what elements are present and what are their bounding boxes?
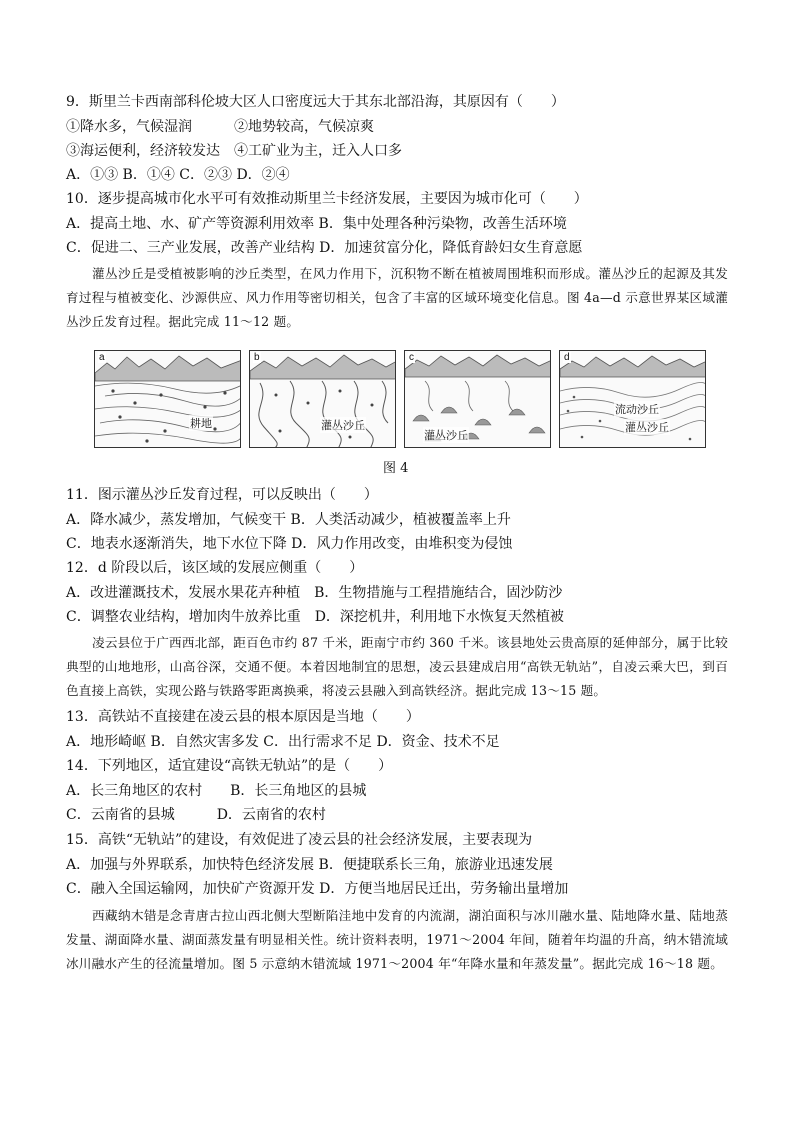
q12-choices-cd: C．调整农业结构，增加肉牛放养比重 D．深挖机井，利用地下水恢复天然植被 [66,609,564,625]
q14-choices-cd: C．云南省的县城 D．云南省的农村 [66,807,326,823]
panel-d-letter: d [564,352,570,363]
panel-b-illustration [250,351,396,448]
q14-choices-ab: A．长三角地区的农村 B．长三角地区的县城 [66,783,367,799]
q13-choices: A．地形崎岖 B．自然灾害多发 C．出行需求不足 D．资金、技术不足 [66,734,500,750]
passage-lingyun: 凌云县位于广西西北部，距百色市约 87 千米，距南宁市约 360 千米。该县地处云贵高原的延伸部分，属于比较典型的山地地形，山高谷深，交通不便。本着因地制宜的思想，凌云县建成启用“高铁无轨站”，自凌云乘大巴，到百色直接上高铁，实现公路与铁路零距离换乘，将凌云县融入到高铁经济。据此完成 13～15 题。 [66,635,728,698]
q9-choices: A．①③ B．①④ C．②③ D．②④ [66,167,290,183]
q12-stem: 12．d 阶段以后，该区域的发展应侧重（ ） [66,560,364,576]
q15-choices-cd: C．融入全国运输网，加快矿产资源开发 D．方便当地居民迁出，劳务输出量增加 [66,881,569,897]
q11-choices-cd: C．地表水逐渐消失，地下水位下降 D．风力作用改变，由堆积变为侵蚀 [66,536,513,552]
figure-4 [94,350,706,448]
panel-b-label-shrub-dune: 灌丛沙丘 [320,417,366,433]
panel-c-letter: c [409,352,414,363]
panel-b-letter: b [254,352,260,363]
q13-stem: 13．高铁站不直接建在凌云县的根本原因是当地（ ） [66,709,420,725]
panel-d-label-shrub-dune: 灌丛沙丘 [624,419,670,435]
q15-stem: 15．高铁“无轨站”的建设，有效促进了凌云县的社会经济发展，主要表现为 [66,832,533,848]
figure-panel-a [94,350,241,448]
passage-namco: 西藏纳木错是念青唐古拉山西北侧大型断陷洼地中发育的内流湖，湖泊面积与冰川融水量、陆地降水量、陆地蒸发量、湖面降水量、湖面蒸发量有明显相关性。统计资料表明，1971～2004 年间，随着年均温的升高，纳木错流域冰川融水产生的径流量增加。图 5 示意纳木错流域 1971～2004 年“年降水量和年蒸发量”。据此完成 16～18 题。 [66,908,728,971]
q11-stem: 11．图示灌丛沙丘发育过程，可以反映出（ ） [66,487,378,503]
figure-panel-c [404,350,551,448]
passage-shrub-dunes: 灌丛沙丘是受植被影响的沙丘类型，在风力作用下，沉积物不断在植被周围堆积而形成。灌丛沙丘的起源及其发育过程与植被变化、沙源供应、风力作用等密切相关，包含了丰富的区域环境变化信息。图 4a—d 示意世界某区域灌丛沙丘发育过程。据此完成 11～12 题。 [66,266,728,329]
q9-statements-2: ③海运便利，经济较发达 ④工矿业为主，迁入人口多 [66,143,402,159]
q10-stem: 10．逐步提高城市化水平可有效推动斯里兰卡经济发展，主要因为城市化可（ ） [66,191,588,207]
q10-choices-ab: A．提高土地、水、矿产等资源利用效率 B．集中处理各种污染物，改善生活环境 [66,216,567,232]
panel-a-letter: a [99,352,105,363]
panel-a-illustration [95,351,241,448]
q9-stem: 9．斯里兰卡西南部科伦坡大区人口密度远大于其东北部沿海，其原因有（ ） [66,94,565,110]
figure-4-caption: 图 4 [383,461,409,476]
panel-d-label-mobile-dune: 流动沙丘 [614,401,660,417]
panel-a-label-farmland: 耕地 [189,415,213,431]
figure-panel-d [559,350,706,448]
figure-panel-b [249,350,396,448]
q12-choices-ab: A．改进灌溉技术，发展水果花卉种植 B．生物措施与工程措施结合，固沙防沙 [66,585,563,601]
q14-stem: 14．下列地区，适宜建设“高铁无轨站”的是（ ） [66,758,393,774]
q15-choices-ab: A．加强与外界联系，加快特色经济发展 B．便捷联系长三角，旅游业迅速发展 [66,857,553,873]
panel-c-label-shrub-dune: 灌丛沙丘 [423,427,469,443]
q9-statements-1: ①降水多，气候湿润 ②地势较高，气候凉爽 [66,119,374,135]
q10-choices-cd: C．促进二、三产业发展，改善产业结构 D．加速贫富分化，降低育龄妇女生育意愿 [66,240,583,256]
q11-choices-ab: A．降水减少，蒸发增加，气候变干 B．人类活动减少，植被覆盖率上升 [66,512,511,528]
